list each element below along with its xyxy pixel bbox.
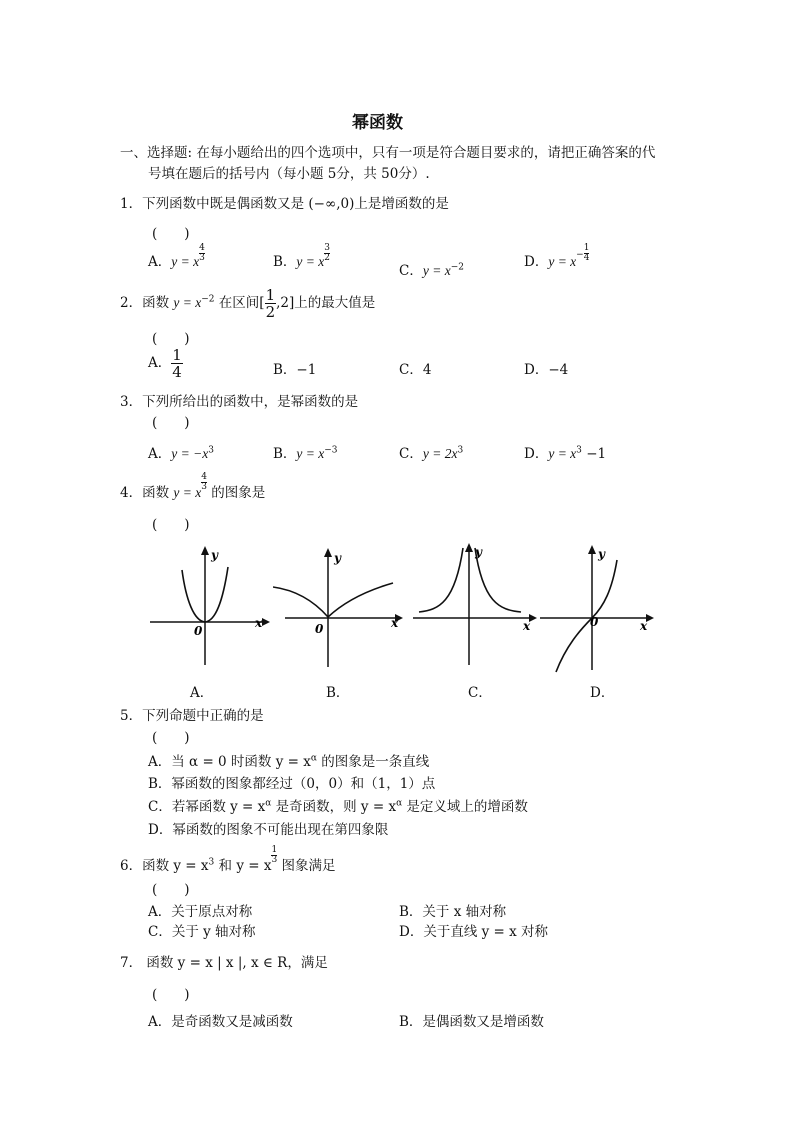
q2-option-b: B．−1: [273, 362, 317, 378]
q3-option-d-tail: −1: [581, 446, 607, 462]
q6-option-a: A．关于原点对称: [148, 904, 253, 920]
q5-option-a: [148, 750, 429, 770]
q4-stem: [120, 472, 266, 501]
q4-label-d: D．: [590, 685, 615, 701]
q3-option-c-label: C．: [399, 446, 423, 462]
q2-frac-den: 2: [265, 303, 276, 321]
q5-answer-paren: ( ): [152, 730, 190, 746]
q3-option-c-exp: 3: [457, 445, 464, 456]
q1-b-num: 3: [324, 243, 330, 253]
q1-option-d-expr: y = x: [548, 254, 577, 269]
q1-option-a-exponent: [199, 244, 205, 263]
q1-option-a-expr: y = x: [171, 254, 200, 269]
q2-stem-prefix: 2．函数: [120, 295, 174, 311]
q3-answer-paren: ( ): [152, 415, 190, 431]
q5-option-c-tail: 是定义域上的增函数: [402, 799, 528, 815]
q7-option-a: A．是奇函数又是减函数: [148, 1014, 293, 1030]
q1-stem: 1．下列函数中既是偶函数又是 (−∞,0)上是增函数的是: [120, 196, 449, 212]
y-axis-arrow: [324, 548, 332, 557]
q3-option-d-exp: 3: [576, 445, 582, 456]
origin-label: 0: [194, 624, 203, 638]
curve: [273, 583, 393, 617]
q2-option-a-fraction: [171, 347, 183, 380]
q6-stem: [120, 845, 336, 874]
origin-label: 0: [315, 622, 324, 636]
q1-option-c: [399, 259, 464, 279]
q7-option-b: B．是偶函数又是增函数: [399, 1014, 544, 1030]
q5-option-c-text: C．若幂函数 y = x: [148, 799, 266, 815]
q2-stem: [120, 287, 375, 320]
page-title: 幂函数: [352, 113, 403, 133]
q4-label-b: B．: [326, 685, 350, 701]
x-label: x: [640, 619, 648, 633]
q7-stem: 7． 函数 y = x | x |, x ∈ R，满足: [120, 955, 328, 971]
q5-option-a-text: A．当 α = 0 时函数 y = x: [148, 754, 311, 770]
q1-option-c-label: C．: [399, 263, 423, 279]
x-label: x: [391, 616, 399, 630]
q2-stem-func: y = x: [173, 295, 202, 310]
q6-option-d: D．关于直线 y = x 对称: [399, 924, 549, 940]
q1-option-d-sign: −: [576, 250, 584, 260]
q1-option-b-expr: y = x: [296, 254, 325, 269]
q3-option-d-expr: y = x: [548, 446, 577, 461]
q1-option-a: [148, 243, 205, 270]
q3-option-a: [148, 442, 214, 462]
q5-option-c-exp: α: [265, 798, 272, 809]
intro-line-2: 号填在题后的括号内（每小题 5分，共 50分）.: [148, 166, 430, 182]
q1-option-c-expr: y = x: [422, 263, 451, 278]
q4-exp-num: 4: [201, 472, 207, 482]
q2-stem-suffix: ,2]上的最大值是: [276, 295, 376, 311]
q6-stem-suffix: 图象满足: [277, 858, 336, 874]
q4-answer-paren: ( ): [152, 517, 190, 533]
q4-graph-d: [540, 542, 655, 674]
q4-label-a: A．: [190, 685, 214, 701]
q1-option-d-exponent: [584, 244, 590, 263]
q4-label-c: C．: [468, 685, 492, 701]
q5-stem: 5．下列命题中正确的是: [120, 708, 264, 724]
q1-d-den: 4: [583, 253, 590, 263]
q6-exp-den: 3: [271, 855, 278, 865]
q2-option-a: [148, 347, 183, 380]
q5-option-c: [148, 795, 528, 815]
q3-option-c-expr: y = 2x: [422, 446, 458, 461]
q5-option-a-tail: 的图象是一条直线: [316, 754, 430, 770]
q6-option-b: B．关于 x 轴对称: [399, 904, 507, 920]
q3-option-d: [524, 442, 606, 462]
q5-option-b: B．幂函数的图象都经过（0，0）和（1，1）点: [148, 776, 436, 792]
q3-option-b-label: B．: [273, 446, 297, 462]
x-axis-arrow: [529, 614, 537, 622]
q6-stem-prefix: 6．函数 y = x: [120, 858, 209, 874]
q6-option-c: C．关于 y 轴对称: [148, 924, 256, 940]
q4-graph-c: [413, 540, 538, 668]
q2-option-d: D．−4: [524, 362, 569, 378]
q1-d-num: 1: [583, 243, 590, 253]
q1-option-d: [524, 243, 590, 270]
q6-exp-num: 1: [271, 845, 278, 855]
q1-a-den: 3: [199, 253, 205, 263]
q2-stem-mid: 在区间[: [214, 295, 265, 311]
q6-stem-mid: 和 y = x: [214, 858, 272, 874]
q4-graph-b: [273, 545, 403, 670]
q5-option-d: D．幂函数的图象不可能出现在第四象限: [148, 822, 389, 838]
q1-option-b-exponent: [324, 244, 330, 263]
x-label: x: [523, 619, 531, 633]
q2-stem-exp: −2: [201, 294, 215, 305]
q1-a-num: 4: [199, 243, 205, 253]
q2-option-a-label: A．: [148, 355, 172, 371]
y-label: y: [475, 545, 482, 559]
y-label: y: [211, 548, 218, 562]
q3-option-b: [273, 442, 338, 462]
x-axis-arrow: [262, 618, 270, 626]
y-axis-arrow: [465, 543, 473, 552]
q3-option-b-exp: −3: [324, 445, 338, 456]
q1-option-a-label: A．: [148, 254, 172, 270]
q2-option-c: C．4: [399, 362, 432, 378]
q4-graph-a: [150, 545, 270, 670]
y-label: y: [598, 547, 605, 561]
q1-option-b: [273, 243, 330, 270]
q3-option-c: [399, 442, 463, 462]
q2-answer-paren: ( ): [152, 331, 190, 347]
x-axis-arrow: [646, 614, 654, 622]
y-label: y: [334, 551, 341, 565]
q3-option-a-label: A．: [148, 446, 172, 462]
curve-left: [419, 548, 463, 612]
q2-stem-fraction: [265, 287, 277, 320]
x-label: x: [255, 616, 263, 630]
q6-answer-paren: ( ): [152, 882, 190, 898]
origin-label: 0: [590, 615, 599, 629]
q5-option-c-exp2: α: [396, 798, 403, 809]
q1-b-den: 2: [324, 253, 330, 263]
y-axis-arrow: [588, 545, 596, 554]
q2-frac-num: 1: [265, 286, 276, 304]
q3-option-a-exp: 3: [208, 445, 214, 456]
q6-stem-exp: 3: [208, 857, 215, 868]
q4-stem-prefix: 4．函数: [120, 485, 174, 501]
q4-exp-den: 3: [201, 482, 207, 492]
q4-stem-suffix: 的图象是: [206, 485, 266, 501]
intro-line-1: 一、选择题: 在每小题给出的四个选项中，只有一项是符合题目要求的，请把正确答案的代: [120, 145, 656, 161]
curve: [556, 560, 617, 672]
q1-answer-paren: ( ): [152, 226, 190, 242]
q3-option-d-label: D．: [524, 446, 549, 462]
q5-option-c-mid: 是奇函数，则 y = x: [271, 799, 397, 815]
q2-a-den: 4: [172, 363, 182, 381]
y-axis-arrow: [201, 546, 209, 555]
q1-option-d-label: D．: [524, 254, 549, 270]
q3-stem: 3．下列所给出的函数中，是幂函数的是: [120, 394, 359, 410]
q3-option-b-expr: y = x: [296, 446, 325, 461]
q1-option-b-label: B．: [273, 254, 297, 270]
q3-option-a-expr: y = −x: [171, 446, 209, 461]
q5-option-a-exp: α: [310, 753, 317, 764]
q7-answer-paren: ( ): [152, 987, 190, 1003]
q1-option-c-exponent: −2: [450, 262, 464, 273]
q4-stem-func: y = x: [173, 485, 202, 500]
q2-a-num: 1: [172, 346, 182, 364]
